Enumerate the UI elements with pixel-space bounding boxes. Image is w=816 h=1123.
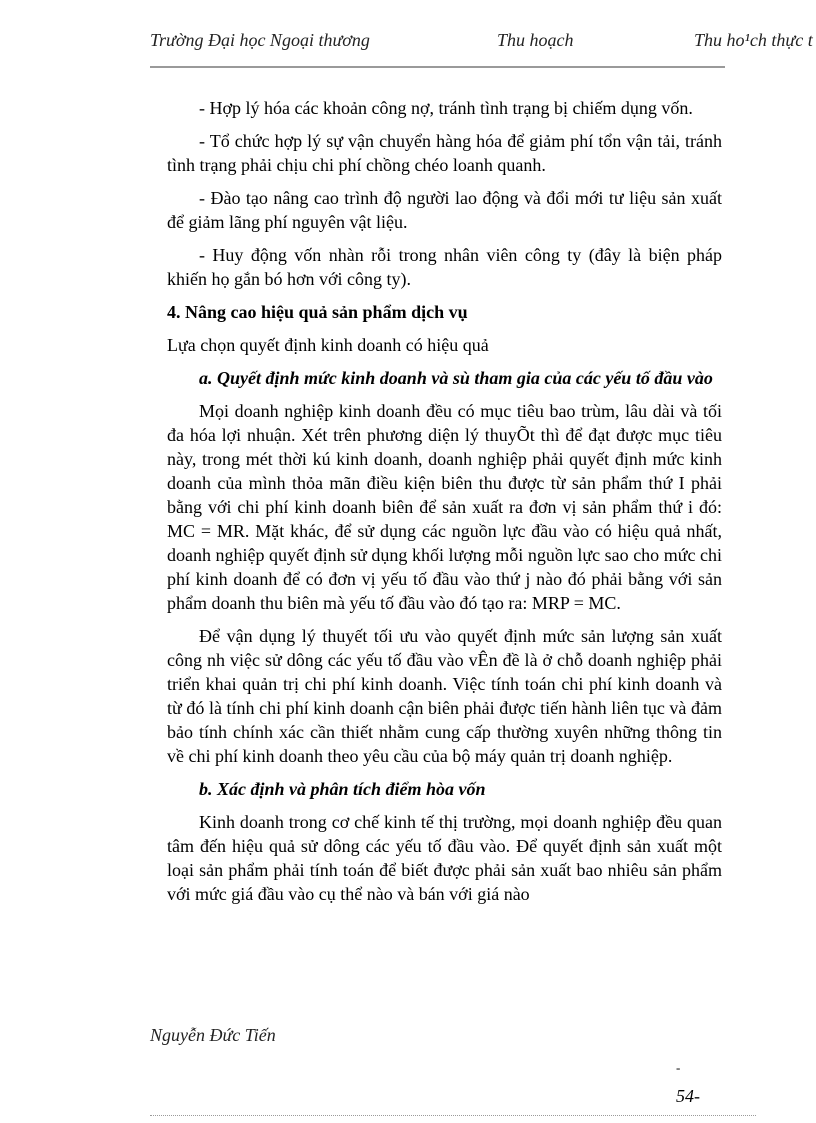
bullet-transport: - Tổ chức hợp lý sự vận chuyển hàng hóa để giảm phí tổn vận tải, tránh tình trạng phải chịu chi phí chồng chéo loanh quanh.	[167, 131, 722, 175]
header-divider	[150, 66, 725, 68]
bullet-training: - Đào tạo nâng cao trình độ người lao động và đổi mới tư liệu sản xuất để giảm lãng phí nguyên vật liệu.	[167, 188, 722, 232]
page-number: 54-	[676, 1086, 700, 1106]
section-intro: Lựa chọn quyết định kinh doanh có hiệu quả	[167, 335, 489, 355]
bullet-capital: - Huy động vốn nhàn rỗi trong nhân viên công ty (đây là biện pháp khiến họ gắn bó hơn với công ty).	[167, 245, 722, 289]
header-school: Trường Đại học Ngoại thương	[150, 30, 370, 50]
bullet-debt: - Hợp lý hóa các khoản công nợ, tránh tình trạng bị chiếm dụng vốn.	[199, 98, 693, 118]
footer-divider	[150, 1115, 756, 1116]
subsection-b-paragraph-1: Kinh doanh trong cơ chế kinh tế thị trường, mọi doanh nghiệp đều quan tâm đến hiệu quả sử dông các yếu tố đầu vào. Để quyết định sản xuất một loại sản phẩm phải tính toán để biết được phải sản xuất bao nhiêu sản phẩm với mức giá đầu vào cụ thể nào và bán với giá nào	[167, 812, 722, 904]
subsection-a-paragraph-2: Để vận dụng lý thuyết tối ưu vào quyết định mức sản lượng sản xuất công nh việc sử dông các yếu tố đầu vào vÊn đề là ở chỗ doanh nghiệp phải triển khai quản trị chi phí kinh doanh. Việc tính toán chi phí kinh doanh và từ đó là tính chi phí kinh doanh cận biên phải được tiến hành liên tục và đảm bảo tính chính xác cần thiết nhằm cung cấp thường xuyên những thông tin về chi phí kinh doanh theo yêu cầu của bộ máy quản trị doanh nghiệp.	[167, 626, 722, 766]
footer-dash: -	[676, 1060, 681, 1075]
subsection-a-heading: a. Quyết định mức kinh doanh và sù tham gia của các yếu tố đầu vào	[199, 368, 713, 388]
header-running-title: Thu ho¹ch thực t	[694, 30, 813, 50]
subsection-b-heading: b. Xác định và phân tích điểm hòa vốn	[199, 779, 486, 799]
section-heading: 4. Nâng cao hiệu quả sản phẩm dịch vụ	[167, 302, 468, 322]
footer-author: Nguyễn Đức Tiến	[150, 1025, 276, 1045]
subsection-a-paragraph-1: Mọi doanh nghiệp kinh doanh đều có mục tiêu bao trùm, lâu dài và tối đa hóa lợi nhuận. Xét trên phương diện lý thuyÕt thì để đạt được mục tiêu này, trong mét thời kú kinh doanh, doanh nghiệp phải quyết định mức kinh doanh của mình thỏa mãn điều kiện biên thu được từ sản phẩm thứ I phải bằng với chi phí kinh doanh biên để sản xuất ra đơn vị sản phẩm thứ i đó: MC = MR. Mặt khác, để sử dụng các nguồn lực đầu vào có hiệu quả nhất, doanh nghiệp quyết định sử dụng khối lượng mỗi nguồn lực sao cho mức chi phí kinh doanh để có đơn vị yếu tố đầu vào thứ j nào đó phải bằng với sản phẩm doanh thu biên mà yếu tố đầu vào đó tạo ra: MRP = MC.	[167, 401, 722, 613]
page-body	[167, 96, 722, 906]
header-section: Thu hoạch	[497, 30, 574, 50]
